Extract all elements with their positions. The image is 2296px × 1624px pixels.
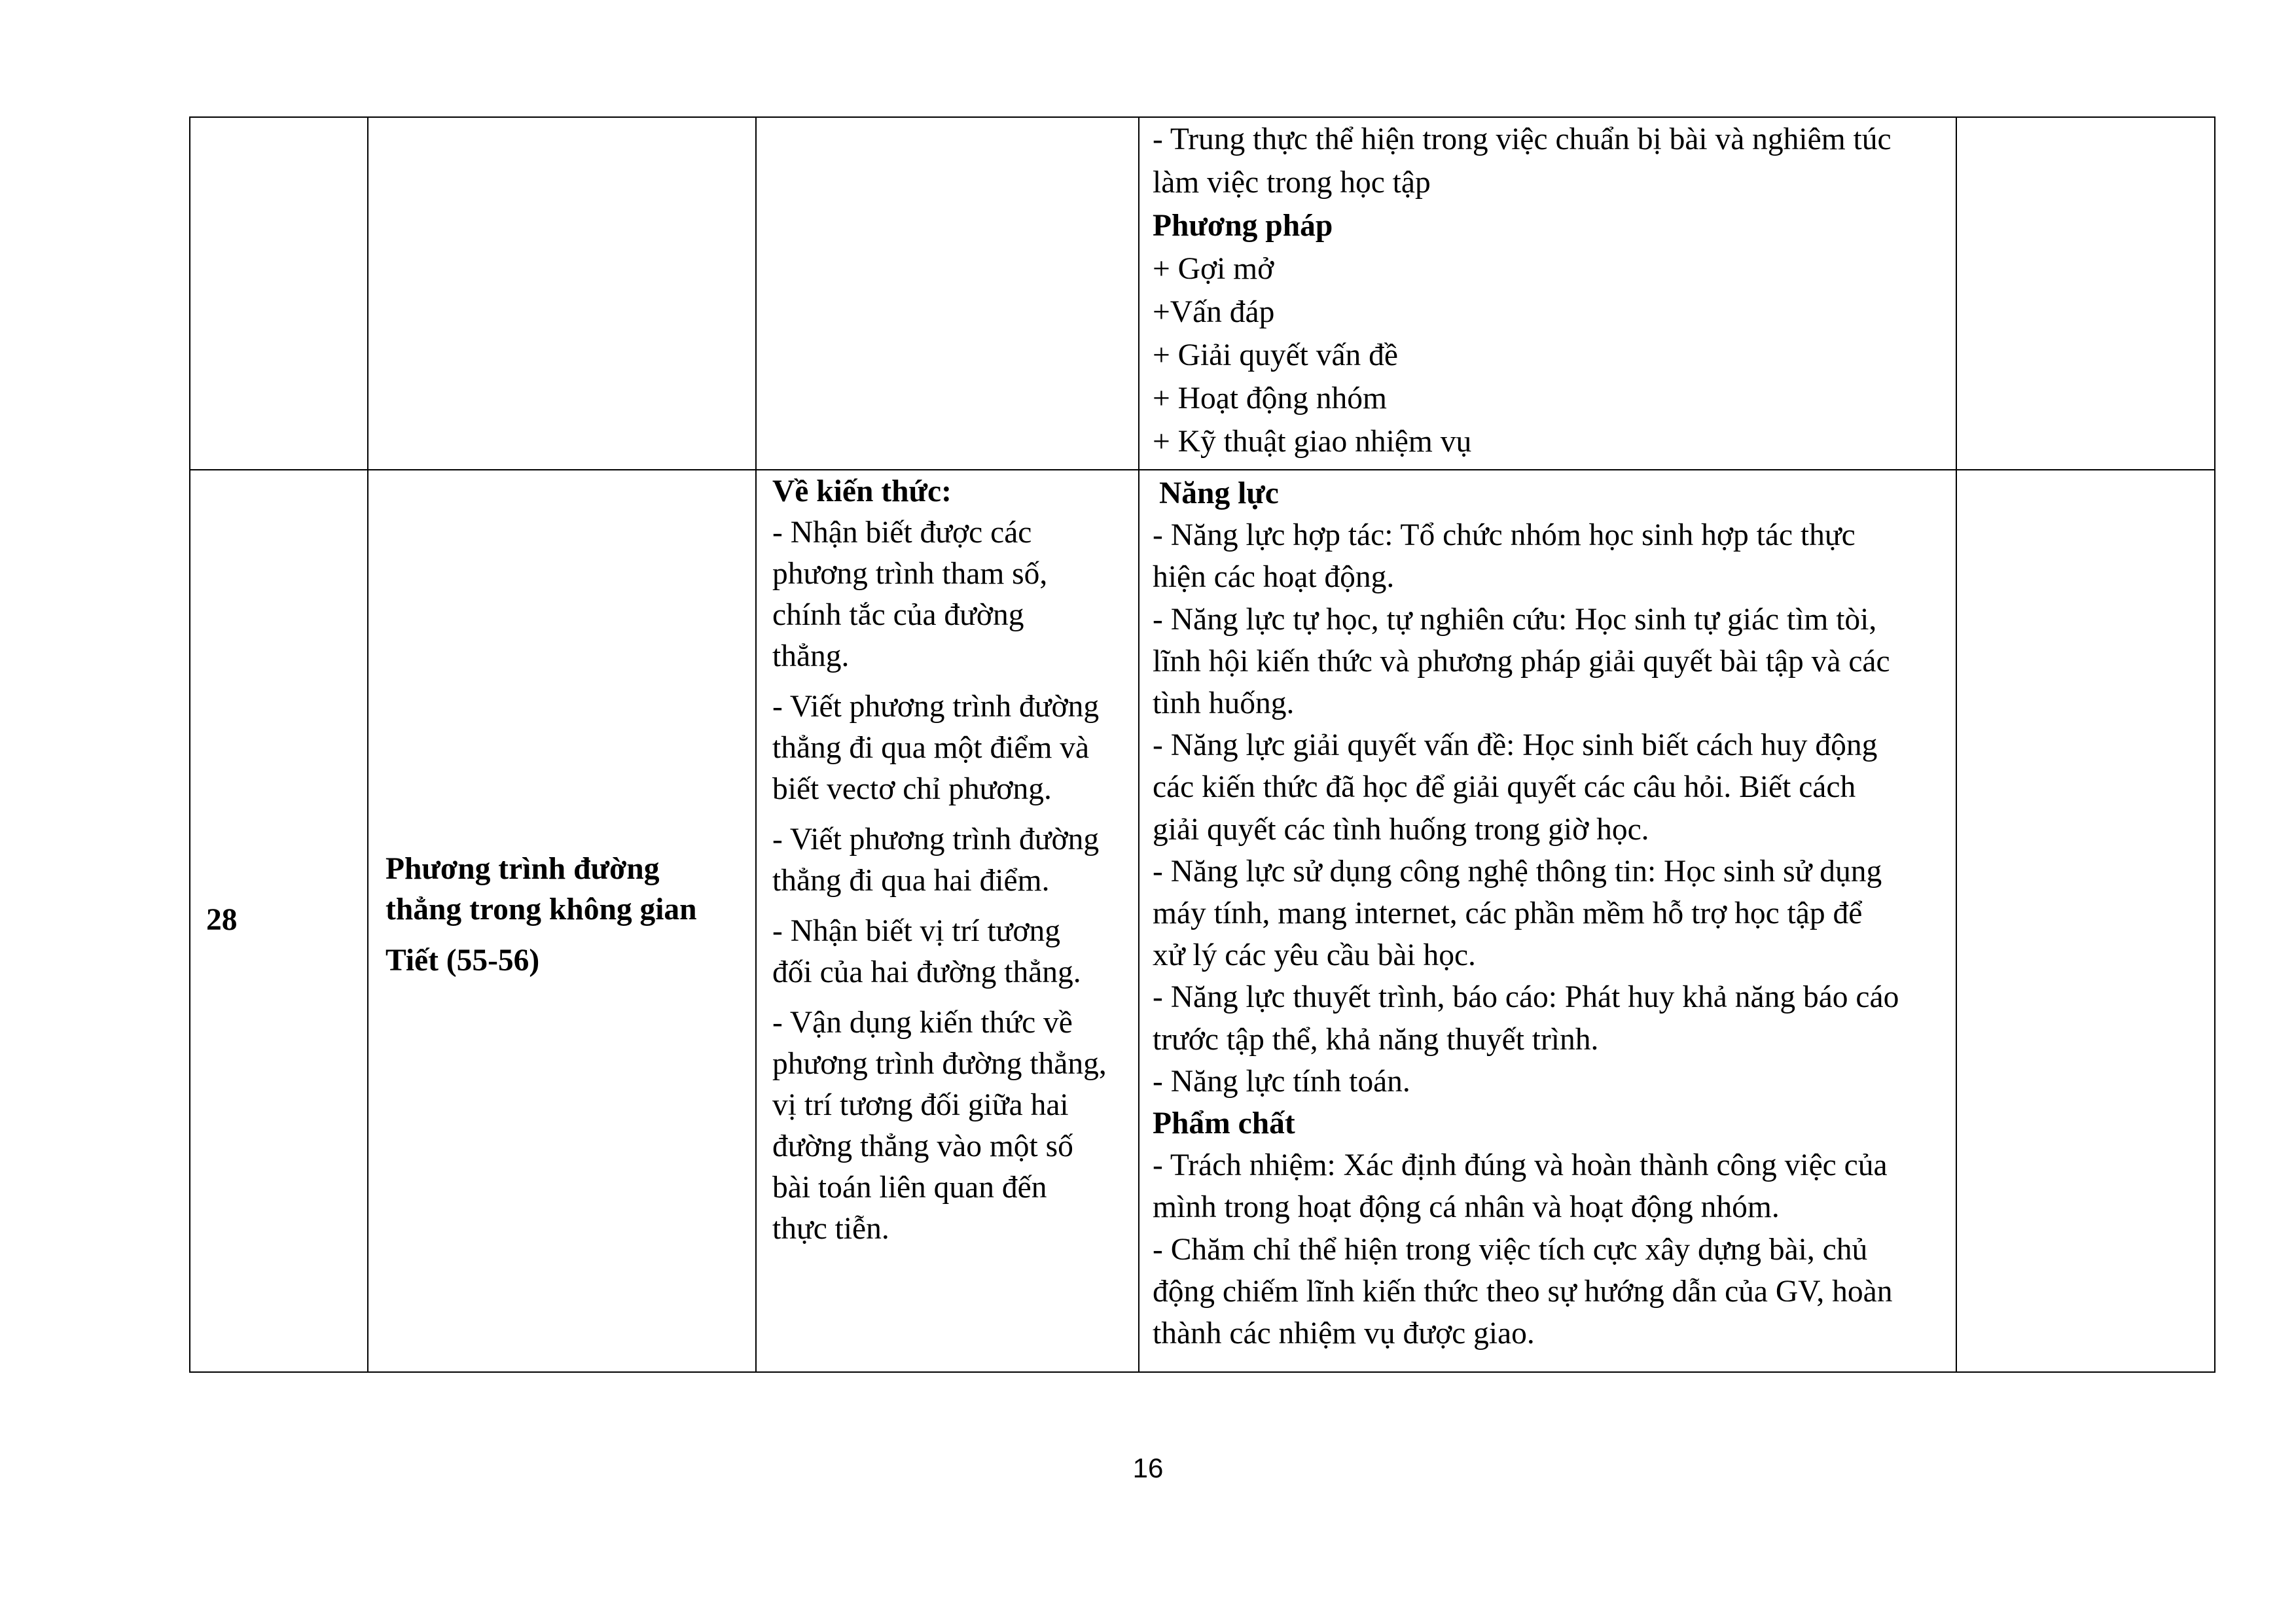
knowledge-cell: [772, 471, 1139, 1250]
lesson-plan-table: [189, 116, 2215, 1373]
competence-heading: Năng lực: [1159, 476, 1279, 510]
lesson-title-cell: [386, 849, 752, 981]
method-heading: Phương pháp: [1153, 209, 1333, 243]
competence-item: - Năng lực sử dụng công nghệ thông tin: Học sinh sử dụng máy tính, mang internet, các phần mềm hỗ trợ học tập để xử lý các yêu cầu bài học.: [1153, 854, 1882, 973]
method-item: + Hoạt động nhóm: [1153, 381, 1387, 415]
knowledge-item: - Nhận biết vị trí tương đối của hai đường thẳng.: [772, 914, 1081, 989]
week-number: 28: [206, 903, 238, 937]
row1-honesty-line: làm việc trong học tập: [1153, 166, 1431, 200]
competence-item: - Năng lực tự học, tự nghiên cứu: Học sinh tự giác tìm tòi, lĩnh hội kiến thức và phương pháp giải quyết bài tập và các tình huống.: [1153, 602, 1890, 721]
page-number: 16: [1132, 1453, 1164, 1483]
knowledge-item: - Viết phương trình đường thẳng đi qua hai điểm.: [772, 822, 1100, 898]
competence-item: - Năng lực giải quyết vấn đề: Học sinh biết cách huy động các kiến thức đã học để giải quyết các câu hỏi. Biết cách giải quyết các tình huống trong giờ học.: [1153, 728, 1878, 847]
column-divider: [1956, 118, 1957, 1371]
competence-item: - Năng lực thuyết trình, báo cáo: Phát huy khả năng báo cáo trước tập thể, khả năng thuyết trình.: [1153, 980, 1899, 1057]
method-item: + Gợi mở: [1153, 252, 1274, 286]
competence-item: - Năng lực hợp tác: Tổ chức nhóm học sinh hợp tác thực hiện các hoạt động.: [1153, 518, 1856, 595]
quality-heading: Phẩm chất: [1153, 1106, 1295, 1141]
lesson-periods: Tiết (55-56): [386, 944, 540, 978]
lesson-title-line: thẳng trong không gian: [386, 892, 697, 927]
competence-item: - Năng lực tính toán.: [1153, 1064, 1410, 1099]
row1-attitude-method-cell: [1153, 118, 1951, 463]
method-item: + Giải quyết vấn đề: [1153, 338, 1399, 372]
method-item: + Kỹ thuật giao nhiệm vụ: [1153, 425, 1472, 459]
column-divider: [755, 118, 757, 1371]
quality-item: - Trách nhiệm: Xác định đúng và hoàn thành công việc của mình trong hoạt động cá nhân và hoạt động nhóm.: [1153, 1148, 1888, 1225]
knowledge-item: - Nhận biết được các phương trình tham số, chính tắc của đường thẳng.: [772, 516, 1048, 673]
knowledge-item: - Vận dụng kiến thức về phương trình đường thẳng, vị trí tương đối giữa hai đường thẳng vào một số bài toán liên quan đến thực tiễn.: [772, 1006, 1107, 1246]
lesson-title-line: Phương trình đường: [386, 852, 660, 886]
column-divider: [367, 118, 368, 1371]
knowledge-item: - Viết phương trình đường thẳng đi qua một điểm và biết vectơ chỉ phương.: [772, 690, 1100, 806]
quality-item: - Chăm chỉ thể hiện trong việc tích cực xây dựng bài, chủ động chiếm lĩnh kiến thức theo sự hướng dẫn của GV, hoàn thành các nhiệm vụ được giao.: [1153, 1232, 1893, 1351]
row1-honesty-line: - Trung thực thể hiện trong việc chuẩn bị bài và nghiêm túc: [1153, 122, 1892, 156]
competence-quality-cell: [1153, 472, 1952, 1354]
method-item: +Vấn đáp: [1153, 295, 1275, 329]
knowledge-heading: Về kiến thức:: [772, 474, 952, 508]
row-divider: [190, 469, 2214, 470]
